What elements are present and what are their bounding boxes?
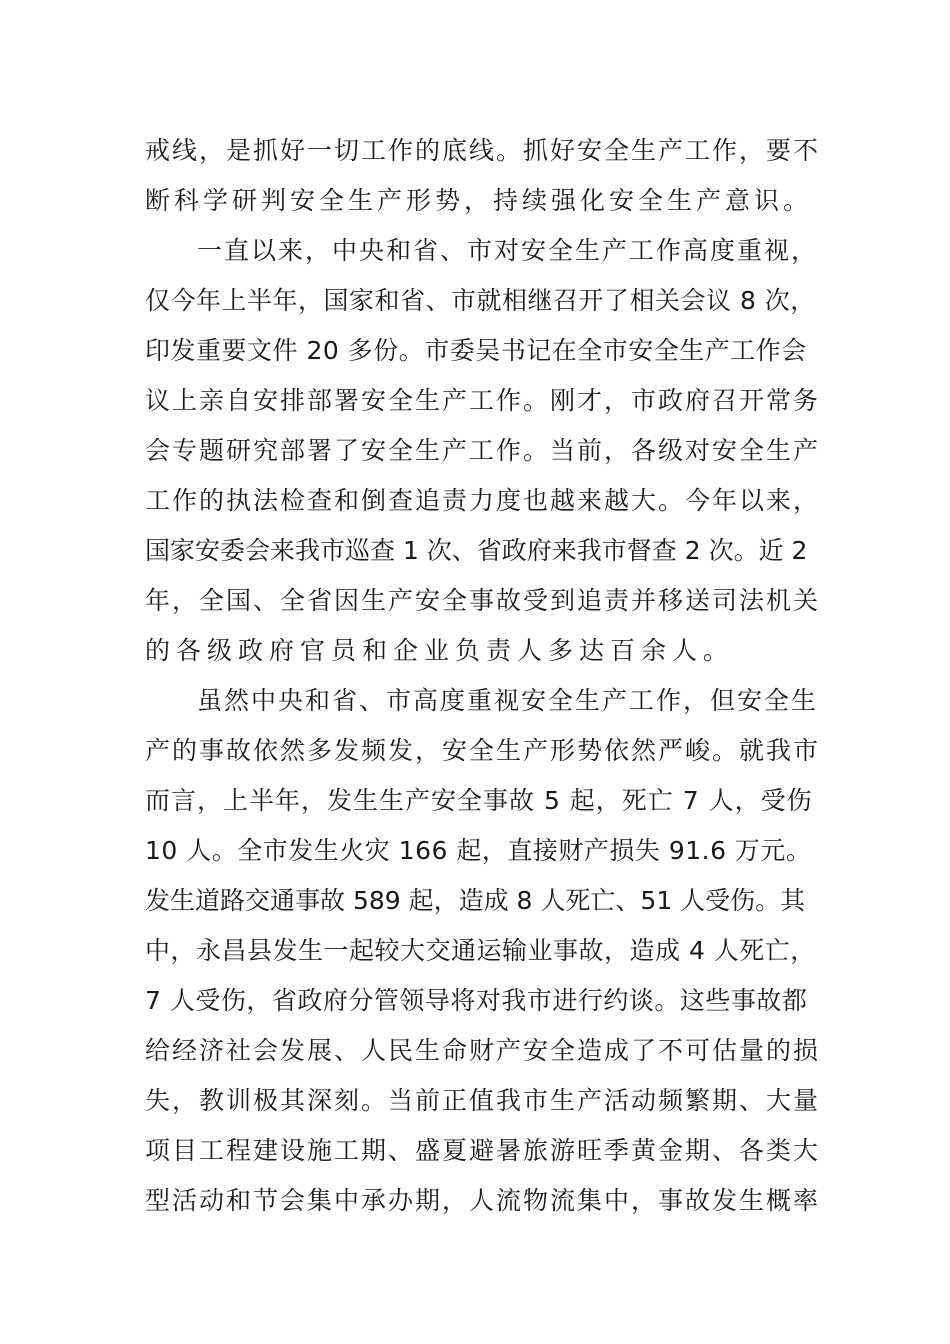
text-line: 发生道路交通事故 589 起，造成 8 人死亡、51 人受伤。其 [145, 886, 806, 915]
text-line: 工作的执法检查和倒查追责力度也越来越大。今年以来， [145, 486, 821, 515]
text-line: 中，永昌县发生一起较大交通运输业事故，造成 4 人死亡， [145, 936, 816, 965]
text-line: 年，全国、全省因生产安全事故受到追责并移送司法机关 [145, 586, 821, 615]
text-line: 的各级政府官员和企业负责人多达百余人。 [145, 636, 735, 665]
text-line: 7 人受伤，省政府分管领导将对我市进行约谈。这些事故都 [145, 986, 808, 1015]
text-line: 项目工程建设施工期、盛夏避暑旅游旺季黄金期、各类大 [145, 1136, 821, 1165]
text-line: 给经济社会发展、人民生命财产安全造成了不可估量的损 [145, 1036, 821, 1065]
text-line: 10 人。全市发生火灾 166 起，直接财产损失 91.6 万元。 [145, 836, 812, 865]
text-line: 型活动和节会集中承办期，人流物流集中，事故发生概率 [145, 1186, 821, 1215]
text-line: 而言，上半年，发生生产安全事故 5 起，死亡 7 人，受伤 [145, 786, 813, 815]
text-line: 产的事故依然多发频发，安全生产形势依然严峻。就我市 [145, 736, 821, 765]
text-line: 国家安委会来我市巡查 1 次、省政府来我市督查 2 次。近 2 [145, 536, 808, 565]
text-line: 会专题研究部署了安全生产工作。当前，各级对安全生产 [145, 436, 821, 465]
text-line: 失，教训极其深刻。当前正值我市生产活动频繁期、大量 [145, 1086, 821, 1115]
text-line: 仅今年上半年，国家和省、市就相继召开了相关会议 8 次， [145, 286, 816, 315]
text-line: 议上亲自安排部署安全生产工作。刚才，市政府召开常务 [145, 386, 821, 415]
text-line: 印发重要文件 20 多份。市委吴书记在全市安全生产工作会 [145, 336, 807, 365]
text-line: 戒线，是抓好一切工作的底线。抓好安全生产工作，要不 [145, 136, 821, 165]
text-line: 断科学研判安全生产形势，持续强化安全生产意识。 [145, 186, 813, 215]
paragraph-first-line: 一直以来，中央和省、市对安全生产工作高度重视， [197, 236, 819, 265]
paragraph-first-line: 虽然中央和省、市高度重视安全生产工作，但安全生 [197, 686, 819, 715]
